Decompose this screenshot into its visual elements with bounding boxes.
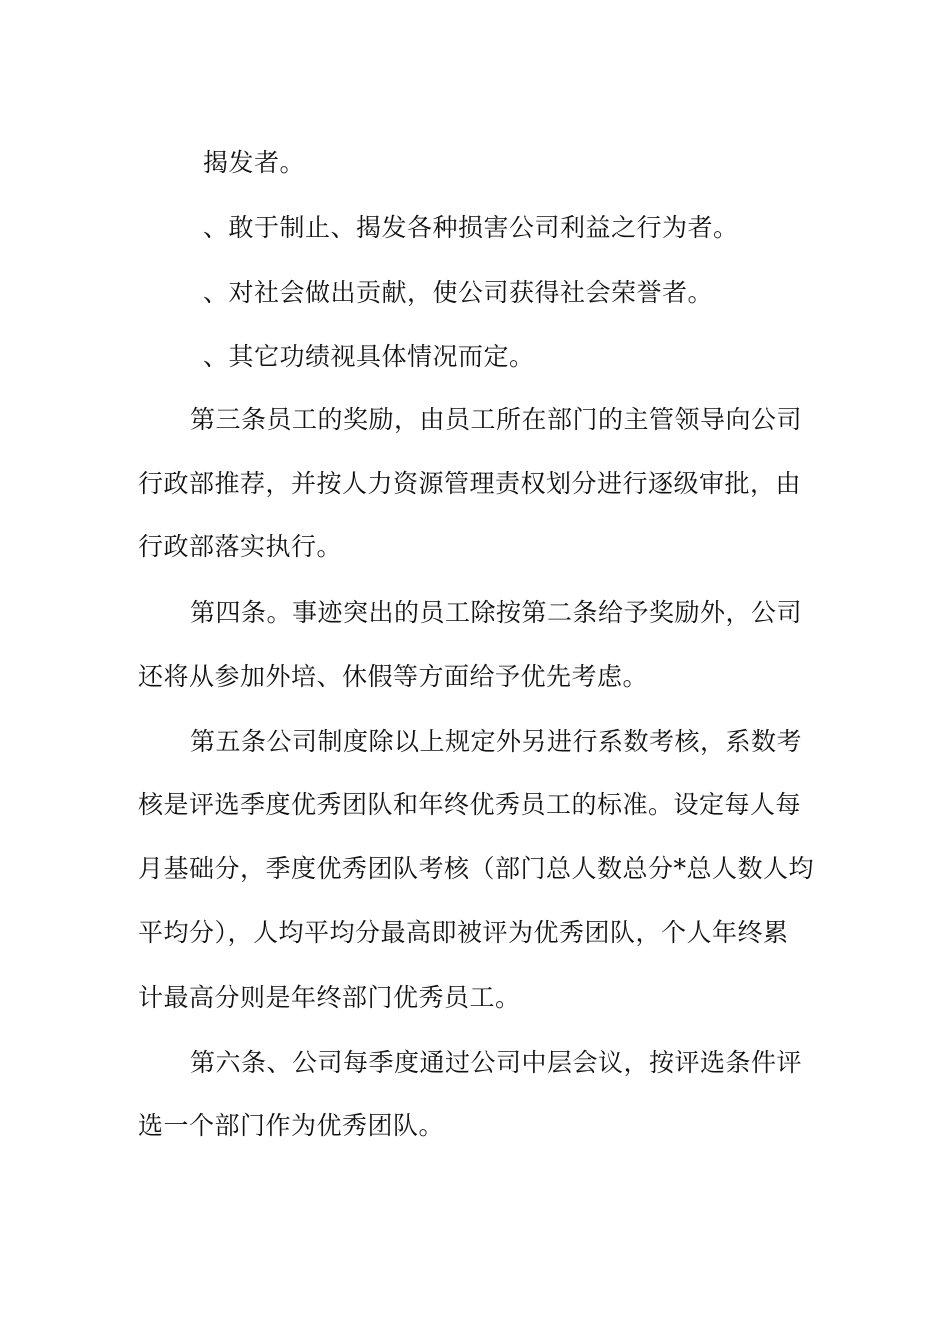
text-line-8: 第四条。事迹突出的员工除按第二条给予奖励外，公司 <box>190 598 803 627</box>
text-line-13: 平均分），人均平均分最高即被评为优秀团队，个人年终累 <box>138 918 789 947</box>
text-line-6: 行政部推荐，并按人力资源管理责权划分进行逐级审批，由 <box>138 469 802 498</box>
text-line-16: 选一个部门作为优秀团队。 <box>138 1111 445 1140</box>
text-line-2: 、敢于制止、揭发各种损害公司利益之行为者。 <box>203 213 739 242</box>
text-line-11: 核是评选季度优秀团队和年终优秀员工的标准。设定每人每 <box>138 790 802 819</box>
text-line-5: 第三条员工的奖励，由员工所在部门的主管领导向公司 <box>190 405 803 434</box>
text-line-12: 月基础分，季度优秀团队考核（部门总人数总分*总人数人均 <box>138 854 815 883</box>
text-line-10: 第五条公司制度除以上规定外另进行系数考核，系数考 <box>190 727 803 756</box>
text-line-4: 、其它功绩视具体情况而定。 <box>203 342 535 371</box>
text-line-1: 揭发者。 <box>203 148 306 177</box>
text-line-3: 、对社会做出贡献，使公司获得社会荣誉者。 <box>203 278 714 307</box>
text-line-7: 行政部落实执行。 <box>138 532 343 561</box>
text-line-15: 第六条、公司每季度通过公司中层会议，按评选条件评 <box>190 1048 803 1077</box>
text-line-14: 计最高分则是年终部门优秀员工。 <box>138 983 521 1012</box>
text-line-9: 还将从参加外培、休假等方面给予优先考虑。 <box>138 662 649 691</box>
